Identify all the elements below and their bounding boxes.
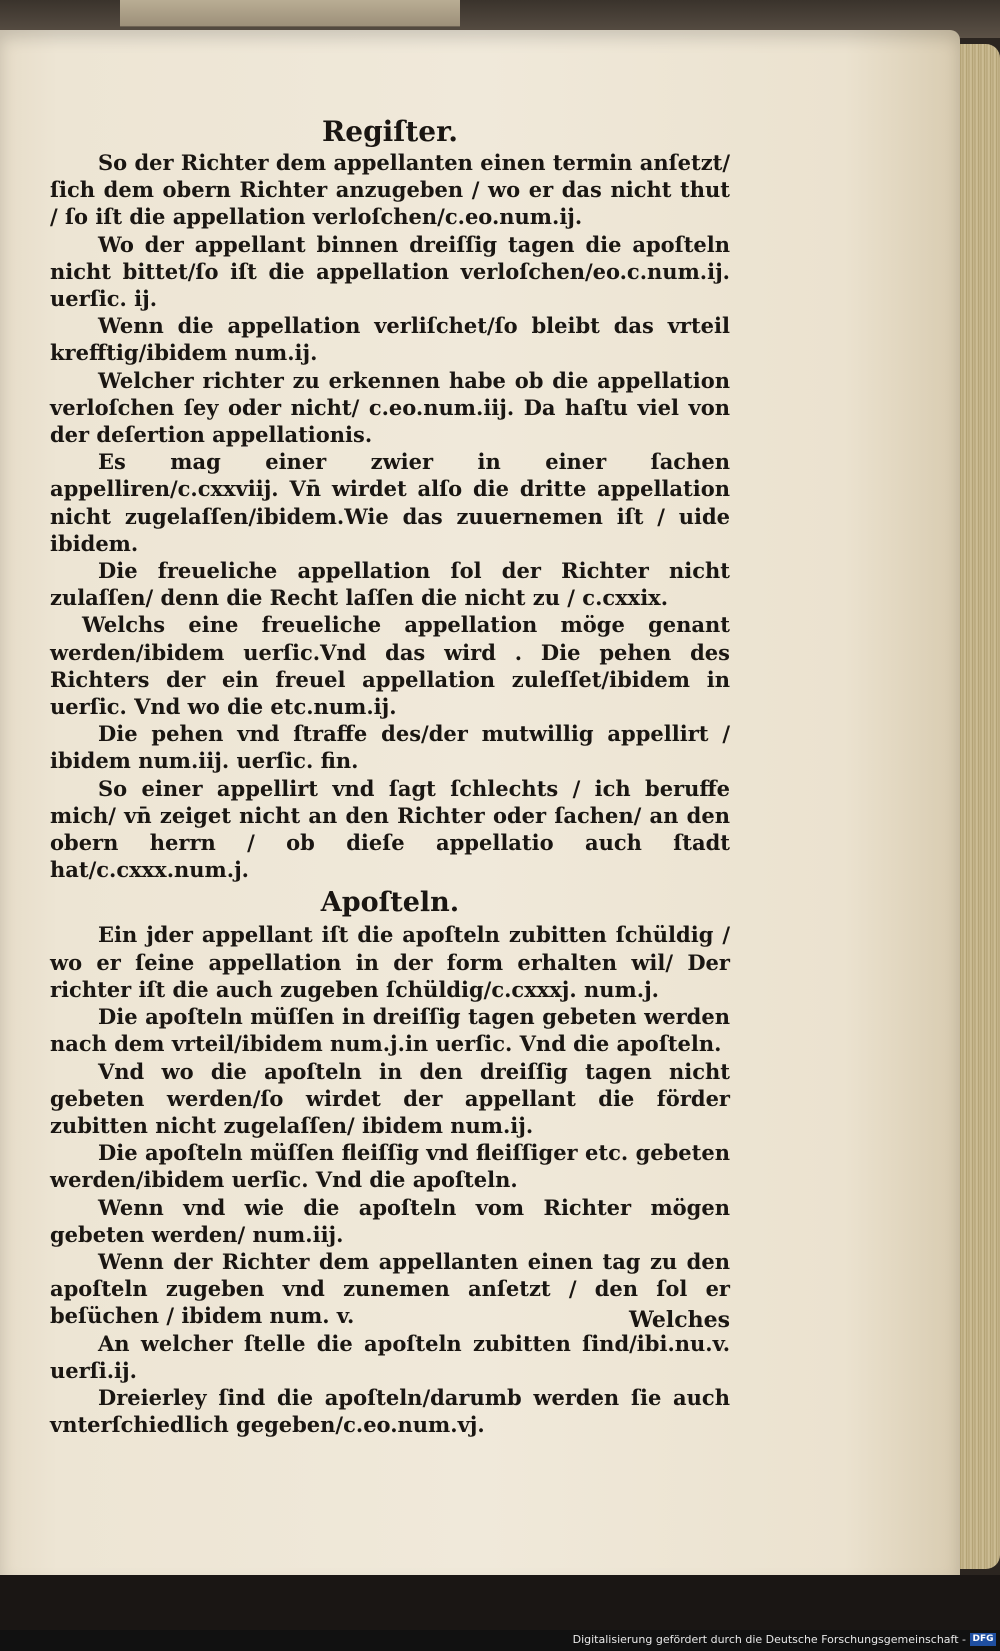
register-entry: Die freueliche appellation ſol der Richter nicht zulaſſen/ denn die Recht laſſen die nicht zu / c.cxxix. bbox=[50, 558, 730, 611]
register-entry: Welcher richter zu erkennen habe ob die appellation verloſchen ſey oder nicht/ c.eo.num.iij. Da haſtu viel von der deſertion appellationis. bbox=[50, 367, 730, 448]
catchword: Welches bbox=[628, 1307, 730, 1333]
register-entry: So der Richter dem appellanten einen termin anſetzt/ſich dem obern Richter anzugeben / wo er das nicht thut / ſo iſt die appellation verloſchen/c.eo.num.ij. bbox=[50, 150, 730, 230]
footer-bar bbox=[0, 1630, 1000, 1651]
register-entry: Wenn der Richter dem appellanten einen tag zu den apoſteln zugeben vnd zunemen anſetzt / den ſol er beſüchen / ibidem num. v. bbox=[50, 1248, 730, 1329]
register-entry: Wenn vnd wie die apoſteln vom Richter mögen gebeten werden/ num.iij. bbox=[50, 1194, 730, 1247]
book-bottom-shadow bbox=[0, 1575, 1000, 1630]
register-entry: Es mag einer zwier in einer ſachen appelliren/c.cxxviij. Vn̄ wirdet alſo die dritte appellation nicht zugelaſſen/ibidem.Wie das zuuernemen iſt / uide ibidem. bbox=[50, 449, 730, 556]
page-stack-edge bbox=[955, 44, 1000, 1569]
register-entry: Ein jder appellant iſt die apoſteln zubitten ſchüldig / wo er ſeine appellation in der form erhalten wil/ Der richter iſt die auch zugeben ſchüldig/c.cxxxj. num.j. bbox=[50, 922, 730, 1002]
register-entry: Vnd wo die apoſteln in den dreiſſig tagen nicht gebeten werden/ſo wirdet der appellant die förder zubitten nicht zugelaſſen/ ibidem num.ij. bbox=[50, 1058, 730, 1138]
page-text bbox=[50, 115, 730, 1438]
register-entry: Die pehen vnd ſtraffe des/der mutwillig appellirt / ibidem num.iij. uerſic. fin. bbox=[50, 721, 730, 774]
dfg-logo: DFG bbox=[970, 1633, 996, 1646]
page-heading: Regiſter. bbox=[321, 115, 459, 148]
register-entry: Wenn die appellation verliſchet/ſo bleibt das vrteil krefftig/ibidem num.ij. bbox=[50, 313, 730, 366]
register-entry: Wo der appellant binnen dreiſſig tagen die apoſteln nicht bittet/ſo iſt die appellation verloſchen/eo.c.num.ij. uerſic. ij. bbox=[50, 231, 730, 312]
register-entry: Welchs eine freueliche appellation möge genant werden/ibidem uerſic.Vnd das wird . Die pehen des Richters der ein freuel appellation zuleſſet/ibidem in uerſic. Vnd wo die etc.num.ij. bbox=[50, 612, 730, 720]
register-entry: Die apoſteln müſſen fleiſſig vnd fleiſſiger etc. gebeten werden/ibidem uerſic. Vnd die apoſteln. bbox=[50, 1140, 730, 1193]
register-entry: So einer appellirt vnd ſagt ſchlechts / ich beruffe mich/ vn̄ zeiget nicht an den Richter oder ſachen/ an den obern herrn / ob dieſe appellatio auch ſtadt hat/c.cxxx.num.j. bbox=[50, 775, 730, 883]
section-heading: Apoſteln. bbox=[320, 887, 460, 919]
register-entry: An welcher ſtelle die apoſteln zubitten ſind/ibi.nu.v. uerſi.ij. bbox=[50, 1330, 730, 1383]
previous-page-edge bbox=[120, 0, 460, 27]
funding-credit: Digitalisierung gefördert durch die Deutsche Forschungsgemeinschaft - bbox=[572, 1633, 966, 1646]
register-entry: Die apoſteln müſſen in dreiſſig tagen gebeten werden nach dem vrteil/ibidem num.j.in uerſic. Vnd die apoſteln. bbox=[50, 1004, 730, 1057]
register-entry: Dreierley ſind die apoſteln/darumb werden ſie auch vnterſchiedlich gegeben/c.eo.num.vj. bbox=[50, 1384, 730, 1438]
